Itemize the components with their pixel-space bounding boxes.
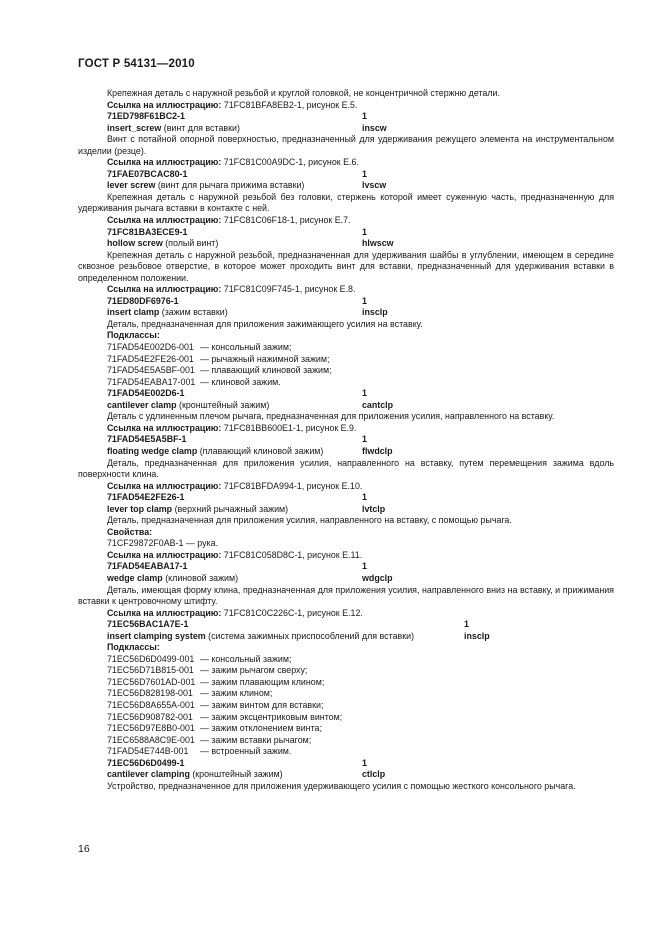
term-english: floating wedge clamp — [107, 445, 198, 456]
page-header: ГОСТ Р 54131—2010 — [78, 58, 195, 70]
class-level: 1 — [362, 168, 367, 179]
class-code: 71FC81BA3ECE9-1 — [107, 226, 188, 237]
subclass-code: 71FAD54E744B-001 — [107, 746, 189, 757]
subclass-description: — рычажный нажимной зажим; — [200, 353, 330, 364]
subclass-description: — плавающий клиновой зажим; — [200, 365, 332, 376]
reference-label: Ссылка на иллюстрацию: — [107, 422, 222, 433]
class-code: 71ED798F61BC2-1 — [107, 111, 185, 122]
reference-label: Ссылка на иллюстрацию: — [107, 157, 222, 168]
term-name — [107, 631, 414, 643]
term-row — [78, 573, 614, 585]
subclass-text: клиновой зажим. — [211, 376, 281, 387]
reference-label: Ссылка на иллюстрацию: — [107, 284, 222, 295]
subclass-text: зажим вставки рычагом; — [211, 734, 312, 745]
paragraph: Деталь, имеющая форму клина, предназначенная для приложения усилия, направленного вниз на вставку, и прижимания вставки к центровочному штифту. — [78, 584, 614, 607]
class-code-row — [78, 619, 614, 631]
illustration-reference — [78, 157, 614, 169]
term-gloss: (винт для рычага прижима вставки) — [155, 180, 305, 191]
subclass-code: 71FAD54E002D6-001 — [107, 342, 194, 353]
paragraph: Крепежная деталь с наружной резьбой без головки, стержень которой имеет суженную часть, предназначенную для удерживания рычага вставки в контакте с ней. — [78, 191, 614, 214]
class-code-row — [78, 561, 614, 573]
subclass-description: — зажим винтом для вставки; — [200, 699, 324, 710]
subclass-item — [78, 654, 614, 666]
term-name — [107, 769, 283, 781]
term-english: insert_screw — [107, 122, 162, 133]
class-code-row — [78, 111, 614, 123]
illustration-reference — [78, 550, 614, 562]
reference-value: 71FC81BB600E1-1, рисунок E.9. — [221, 422, 357, 433]
subclass-text: зажим клином; — [211, 688, 273, 699]
reference-value: 71FC81C058D8C-1, рисунок E.11. — [221, 549, 363, 560]
subclass-text: зажим рычагом сверху; — [211, 665, 308, 676]
subclass-text: зажим отклонением винта; — [211, 723, 322, 734]
term-row — [78, 400, 614, 412]
reference-label: Ссылка на иллюстрацию: — [107, 215, 222, 226]
subclass-description: — консольный зажим; — [200, 342, 292, 353]
term-row — [78, 446, 614, 458]
subclass-text: рычажный нажимной зажим; — [211, 353, 330, 364]
class-code-row — [78, 388, 614, 400]
term-row — [78, 123, 614, 135]
section-label: Подклассы: — [107, 642, 160, 653]
class-code: 71FAD54E5A5BF-1 — [107, 434, 187, 445]
subclass-text: консольный зажим; — [211, 342, 292, 353]
section-label: Свойства: — [107, 526, 153, 537]
term-row — [78, 631, 614, 643]
term-abbreviation: lvscw — [362, 180, 387, 191]
reference-value: 71FC81C0C226C-1, рисунок E.12. — [221, 607, 363, 618]
subclass-text: плавающий клиновой зажим; — [211, 365, 332, 376]
subclass-description: — зажим отклонением винта; — [200, 723, 322, 734]
subclass-description: — консольный зажим; — [200, 653, 292, 664]
term-gloss: (система зажимных приспособлений для вставки) — [205, 630, 415, 641]
subclass-description: — зажим эксцентриковым винтом; — [200, 711, 343, 722]
class-code-row — [78, 758, 614, 770]
class-level: 1 — [362, 434, 367, 445]
subclass-text: встроенный зажим. — [211, 746, 292, 757]
subclass-code: 71EC56D908782-001 — [107, 711, 193, 722]
subclass-code: 71EC56D71B815-001 — [107, 665, 194, 676]
term-row — [78, 307, 614, 319]
term-english: cantilever clamping — [107, 769, 190, 780]
subclass-code: 71FAD54E5A5BF-001 — [107, 365, 195, 376]
term-gloss: (полый винт) — [162, 238, 219, 249]
class-code-row — [78, 492, 614, 504]
illustration-reference — [78, 481, 614, 493]
subclass-code: 71EC56D8A655A-001 — [107, 699, 195, 710]
paragraph: Устройство, предназначенное для приложения удерживающего усилия с помощью жесткого консольного рычага. — [107, 780, 576, 791]
term-gloss: (плавающий клиновой зажим) — [197, 445, 324, 456]
illustration-reference — [78, 100, 614, 112]
class-code-row — [78, 296, 614, 308]
class-level: 1 — [362, 561, 367, 572]
subclass-description: — встроенный зажим. — [200, 746, 292, 757]
term-english: insert clamp — [107, 307, 160, 318]
subclass-description: — зажим рычагом сверху; — [200, 665, 308, 676]
term-english: wedge clamp — [107, 572, 163, 583]
class-code: 71FAD54EABA17-1 — [107, 561, 188, 572]
subclass-item — [78, 665, 614, 677]
class-level: 1 — [362, 388, 367, 399]
paragraph: Деталь, предназначенная для приложения усилия, направленного на вставку, путем перемещения зажима вдоль поверхности клина. — [78, 457, 614, 480]
subclass-code: 71EC6588A8C9E-001 — [107, 734, 195, 745]
subclass-description: — зажим клином; — [200, 688, 273, 699]
reference-label: Ссылка на иллюстрацию: — [107, 480, 222, 491]
subclass-description: — зажим плавающим клином; — [200, 676, 325, 687]
reference-value: 71FC81BFA8EB2-1, рисунок E.5. — [221, 99, 358, 110]
term-gloss: (клиновой зажим) — [162, 572, 239, 583]
term-english: lever screw — [107, 180, 156, 191]
subclass-item — [78, 700, 614, 712]
subclass-description: — зажим вставки рычагом; — [200, 734, 312, 745]
term-abbreviation: ctlclp — [362, 769, 386, 780]
class-code: 71FAD54E002D6-1 — [107, 388, 185, 399]
subclass-code: 71FAD54E2FE26-001 — [107, 353, 194, 364]
class-level: 1 — [362, 757, 367, 768]
term-name — [107, 238, 218, 250]
term-row — [78, 769, 614, 781]
paragraph: Винт с потайной опорной поверхностью, предназначенный для удерживания режущего элемента на инструментальном изделии (резце). — [78, 134, 614, 156]
subclass-code: 71EC56D97E8B0-001 — [107, 723, 195, 734]
class-level: 1 — [362, 226, 367, 237]
paragraph: Деталь, предназначенная для приложения зажимающего усилия на вставку. — [107, 318, 423, 329]
subclass-code: 71EC56D7601AD-001 — [107, 676, 196, 687]
reference-value: 71FC81C09F745-1, рисунок E.8. — [221, 284, 356, 295]
subclass-code: 71EC56D828198-001 — [107, 688, 193, 699]
paragraph: Деталь, предназначенная для приложения усилия, направленного на вставку, с помощью рычага. — [107, 515, 512, 526]
term-abbreviation: cantclp — [362, 399, 394, 410]
term-abbreviation: hlwscw — [362, 238, 394, 249]
term-english: lever top clamp — [107, 503, 173, 514]
reference-label: Ссылка на иллюстрацию: — [107, 99, 222, 110]
term-abbreviation: flwdclp — [362, 445, 393, 456]
term-gloss: (зажим вставки) — [159, 307, 228, 318]
subclass-description: — клиновой зажим. — [200, 376, 281, 387]
term-abbreviation: wdgclp — [362, 572, 393, 583]
class-level: 1 — [464, 619, 469, 630]
term-gloss: (винт для вставки) — [161, 122, 240, 133]
term-abbreviation: lvtclp — [362, 503, 386, 514]
term-row — [78, 504, 614, 516]
term-english: insert clamping system — [107, 630, 206, 641]
subclass-item — [78, 377, 614, 389]
class-level: 1 — [362, 492, 367, 503]
class-level: 1 — [362, 111, 367, 122]
property-line: 71CF29872F0AB-1 — рука. — [107, 538, 219, 549]
term-name — [107, 180, 304, 192]
reference-label: Ссылка на иллюстрацию: — [107, 549, 222, 560]
reference-value: 71FC81C00A9DC-1, рисунок E.6. — [221, 157, 359, 168]
illustration-reference — [78, 423, 614, 435]
reference-value: 71FC81C06F18-1, рисунок E.7. — [221, 215, 351, 226]
illustration-reference — [78, 608, 614, 620]
class-code: 71ED80DF6976-1 — [107, 295, 179, 306]
subclass-item — [78, 746, 614, 758]
class-code: 71FAD54E2FE26-1 — [107, 492, 185, 503]
document-body — [78, 88, 614, 792]
subclass-text: зажим плавающим клином; — [211, 676, 325, 687]
subclass-text: зажим эксцентриковым винтом; — [211, 711, 343, 722]
subclass-text: зажим винтом для вставки; — [211, 699, 324, 710]
illustration-reference — [78, 215, 614, 227]
subclass-item — [78, 735, 614, 747]
subclass-item — [78, 342, 614, 354]
term-name — [107, 446, 323, 458]
subclass-item — [78, 688, 614, 700]
term-abbreviation: insclp — [362, 307, 388, 318]
term-name — [107, 400, 269, 412]
term-gloss: (кронштейный зажим) — [189, 769, 283, 780]
paragraph: Крепежная деталь с наружной резьбой и круглой головкой, не концентричной стержню детали. — [107, 88, 500, 98]
class-code: 71EC56BAC1A7E-1 — [107, 619, 189, 630]
class-level: 1 — [362, 295, 367, 306]
term-gloss: (кронштейный зажим) — [176, 399, 270, 410]
class-code: 71EC56D6D0499-1 — [107, 757, 185, 768]
illustration-reference — [78, 284, 614, 296]
term-english: cantilever clamp — [107, 399, 177, 410]
term-row — [78, 180, 614, 192]
paragraph: Крепежная деталь с наружной резьбой, предназначенная для удерживания шайбы в углублении, имеющем в середине сквозное резьбовое отверстие, в которое может проходить винт для вставки, предназначенный для удерживания вставки в определенном положении. — [78, 249, 614, 283]
term-row — [78, 238, 614, 250]
term-name — [107, 123, 240, 135]
term-name — [107, 307, 228, 319]
page-number: 16 — [78, 843, 90, 855]
subclass-code: 71FAD54EABA17-001 — [107, 376, 196, 387]
paragraph: Деталь с удлиненным плечом рычага, предназначенная для приложения усилия, направленного на вставку. — [107, 411, 555, 422]
subclass-code: 71EC56D6D0499-001 — [107, 653, 195, 664]
subclass-item — [78, 712, 614, 724]
subclass-item — [78, 365, 614, 377]
subclass-item — [78, 677, 614, 689]
term-name — [107, 504, 288, 516]
class-code-row — [78, 434, 614, 446]
term-gloss: (верхний рычажный зажим) — [172, 503, 289, 514]
subclass-text: консольный зажим; — [211, 653, 292, 664]
section-label: Подклассы: — [107, 330, 160, 341]
class-code: 71FAE07BCAC80-1 — [107, 168, 188, 179]
class-code-row — [78, 169, 614, 181]
subclass-item — [78, 723, 614, 735]
term-abbreviation: inscw — [362, 122, 387, 133]
reference-value: 71FC81BFDA994-1, рисунок E.10. — [221, 480, 363, 491]
term-abbreviation: insclp — [464, 630, 490, 641]
reference-label: Ссылка на иллюстрацию: — [107, 607, 222, 618]
subclass-item — [78, 354, 614, 366]
term-english: hollow screw — [107, 238, 163, 249]
term-name — [107, 573, 238, 585]
class-code-row — [78, 227, 614, 239]
